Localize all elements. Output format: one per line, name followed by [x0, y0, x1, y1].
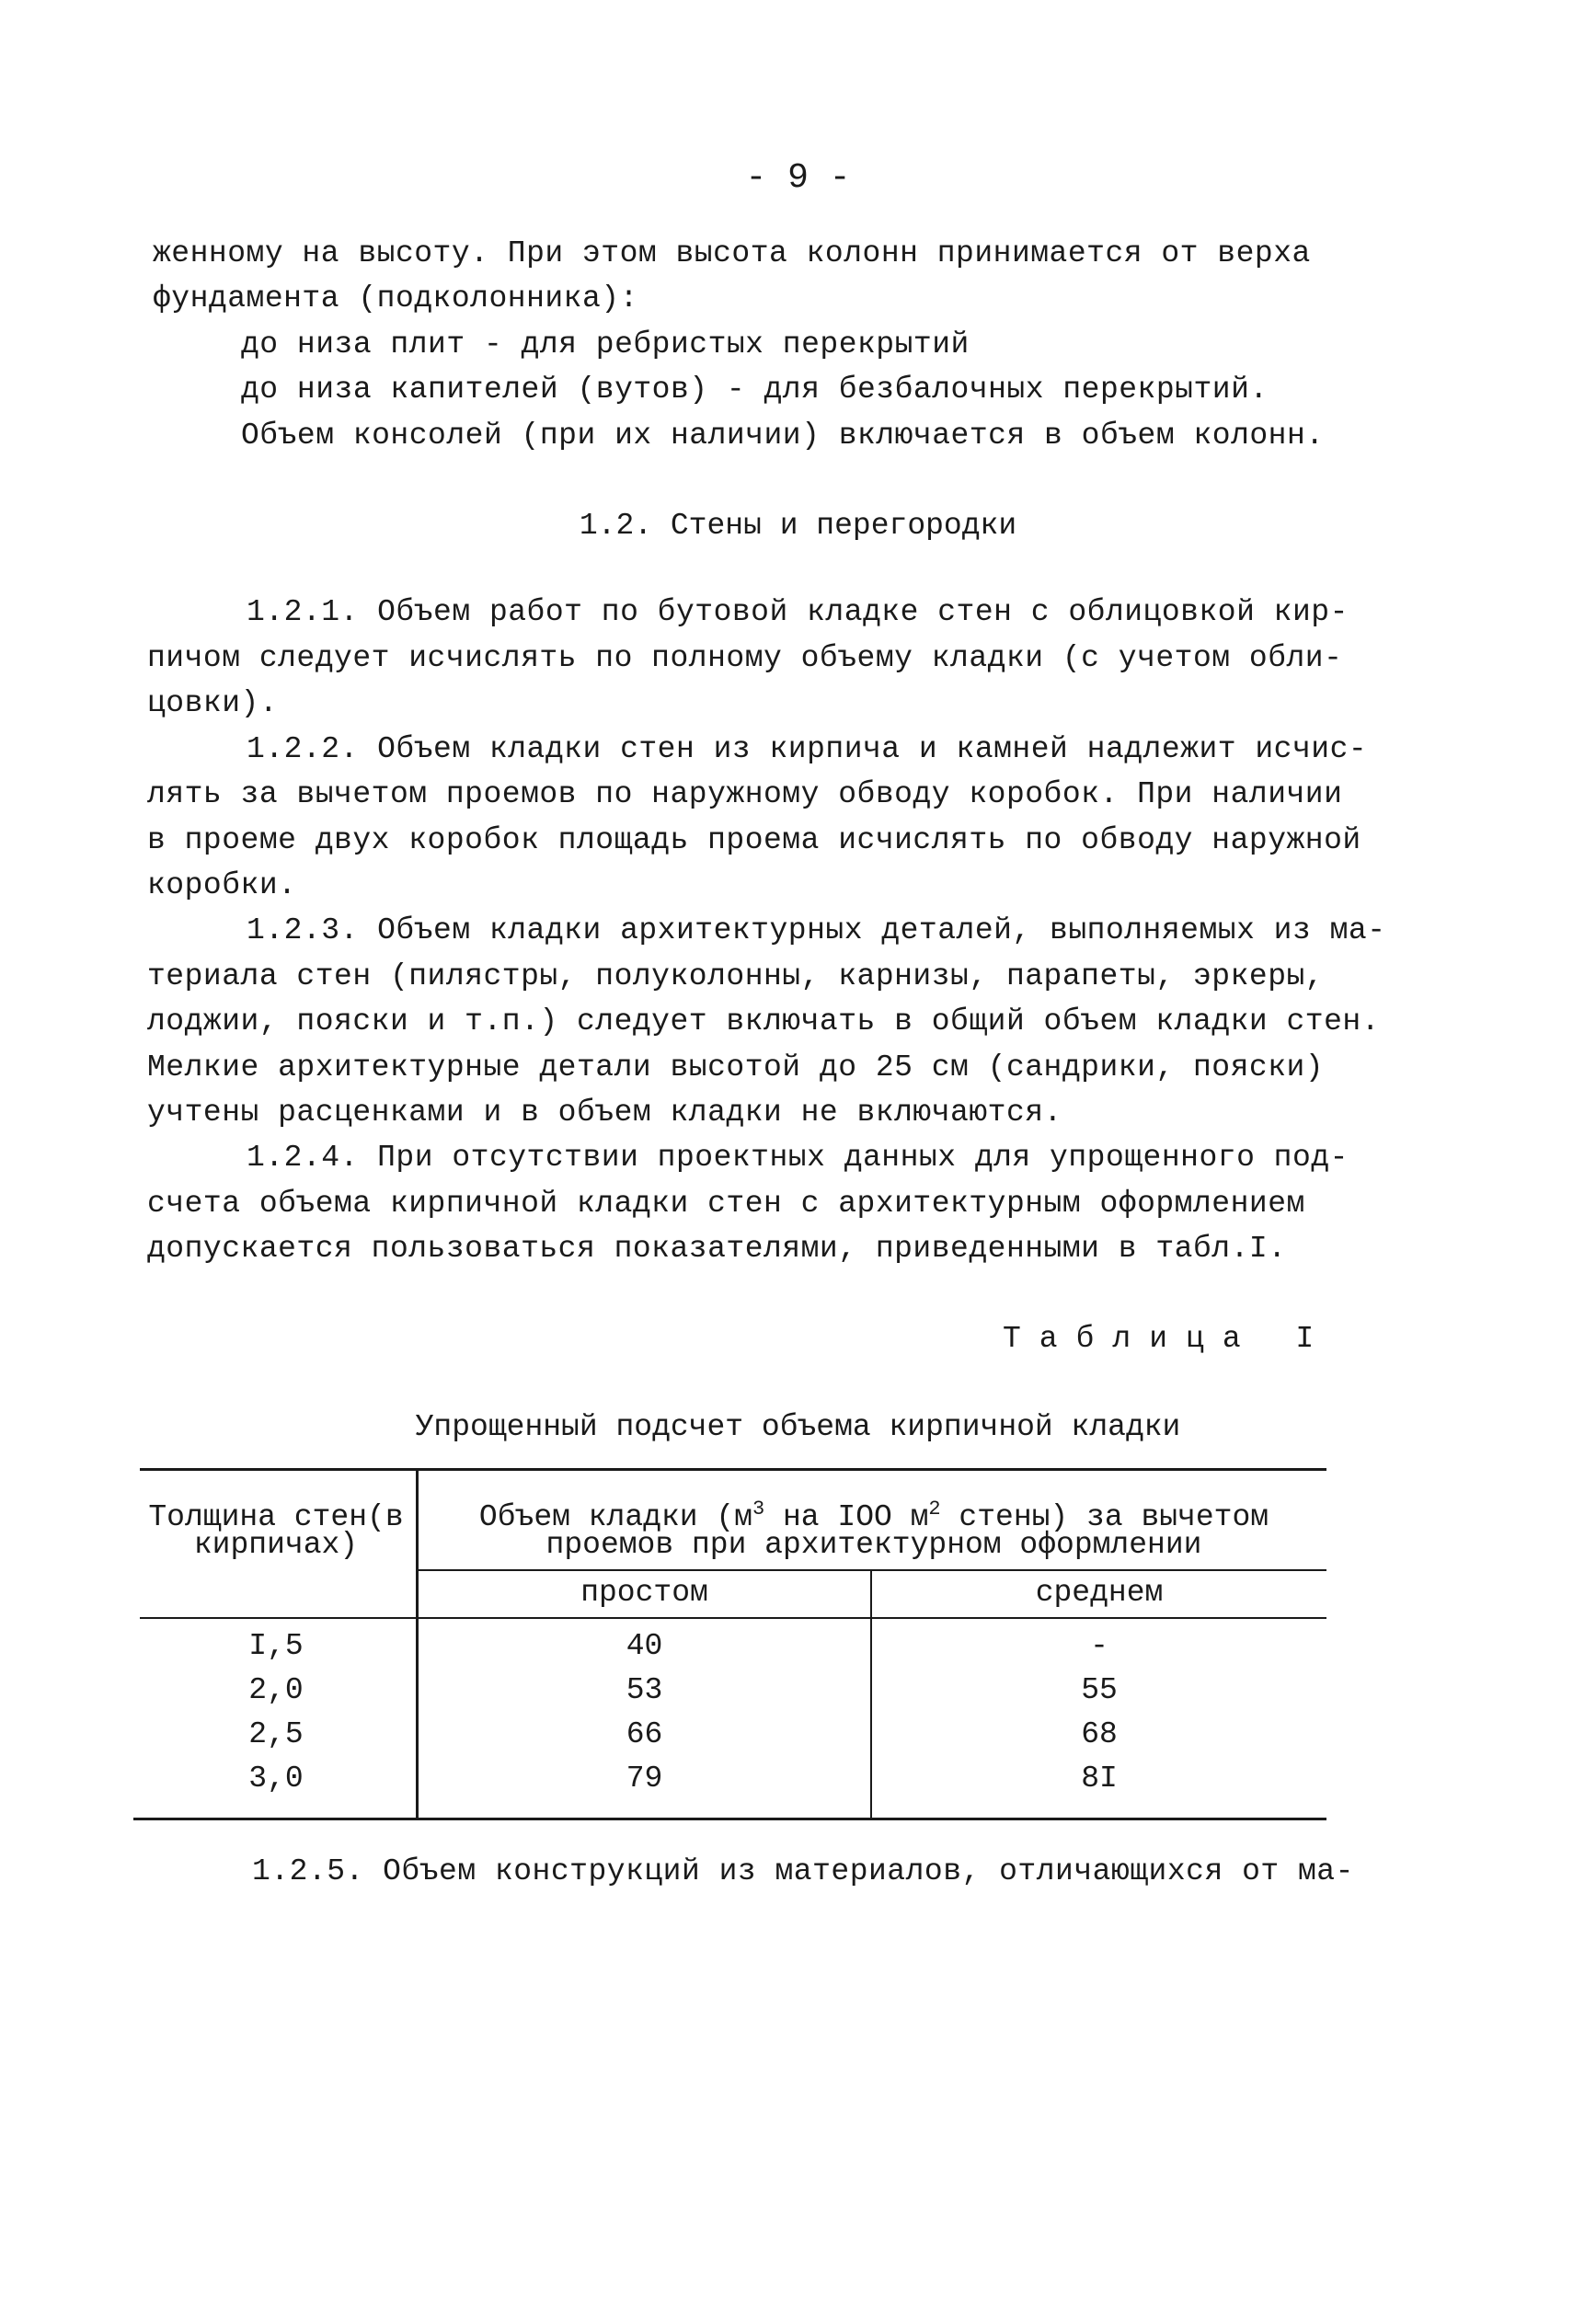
- header-volume-line2: проемов при архитектурном оформлении: [545, 1528, 1202, 1562]
- header-volume-part3: стены) за вычетом: [940, 1500, 1269, 1534]
- intro-line-2: фундамента (подколонника):: [153, 281, 638, 316]
- table-cell-medium: 8I: [1081, 1761, 1118, 1796]
- section-heading: 1.2. Стены и перегородки: [579, 509, 1017, 543]
- subheader-medium: среднем: [1035, 1576, 1164, 1610]
- paragraph-line: пичом следует исчислять по полному объему кладки (с учетом обли-: [147, 641, 1343, 675]
- table-cell-simple: 66: [626, 1717, 663, 1751]
- table-cell-simple: 53: [626, 1673, 663, 1707]
- table-cell-thickness: 3,0: [248, 1761, 304, 1796]
- paragraph-line: лять за вычетом проемов по наружному обводу коробок. При наличии: [147, 777, 1343, 811]
- header-volume-part2: на IOO м: [764, 1500, 929, 1534]
- table-cell-medium: 68: [1081, 1717, 1118, 1751]
- table-cell-simple: 79: [626, 1761, 663, 1796]
- paragraph-line: допускается пользоваться показателями, приведенными в табл.I.: [147, 1232, 1287, 1266]
- paragraph-line: Мелкие архитектурные детали высотой до 25 см (сандрики, пояски): [147, 1050, 1325, 1084]
- table-cell-simple: 40: [626, 1629, 663, 1663]
- table-top-rule: [140, 1468, 1326, 1471]
- paragraph-line: учтены расценками и в объем кладки не включаются.: [147, 1096, 1062, 1130]
- subheader-simple: простом: [580, 1576, 708, 1610]
- intro-line-5: Объем консолей (при их наличии) включается в объем колонн.: [241, 419, 1325, 453]
- table-cell-medium: -: [1090, 1629, 1108, 1663]
- header-volume-sup2: 2: [928, 1498, 941, 1520]
- header-volume-part1: Объем кладки (м: [478, 1500, 752, 1534]
- table-subheader-rule: [419, 1569, 1326, 1571]
- table-cell-thickness: 2,0: [248, 1673, 304, 1707]
- closing-line: 1.2.5. Объем конструкций из материалов, отличающихся от ма-: [252, 1854, 1354, 1888]
- paragraph-line: 1.2.1. Объем работ по бутовой кладке стен с облицовкой кир-: [247, 595, 1349, 629]
- paragraph-line: счета объема кирпичной кладки стен с архитектурным оформлением: [147, 1187, 1305, 1221]
- paragraph-line: 1.2.2. Объем кладки стен из кирпича и камней надлежит исчис-: [247, 732, 1368, 766]
- table-label: Таблица I: [1003, 1322, 1333, 1356]
- table-cell-thickness: I,5: [248, 1629, 304, 1663]
- paragraph-line: териала стен (пилястры, полуколонны, карнизы, парапеты, эркеры,: [147, 959, 1325, 993]
- intro-line-1: женному на высоту. При этом высота колонн принимается от верха: [153, 236, 1311, 270]
- table-bottom-rule: [133, 1818, 1326, 1820]
- table-cell-medium: 55: [1081, 1673, 1118, 1707]
- page-number: - 9 -: [745, 158, 851, 198]
- table-header-bottom-rule: [140, 1617, 1326, 1619]
- paragraph-line: лоджии, пояски и т.п.) следует включать в общий объем кладки стен.: [147, 1004, 1381, 1039]
- table-caption: Упрощенный подсчет объема кирпичной кладки: [415, 1410, 1181, 1444]
- paragraph-line: в проеме двух коробок площадь проема исчислять по обводу наружной: [147, 823, 1361, 857]
- intro-line-3: до низа плит - для ребристых перекрытий: [241, 327, 970, 361]
- header-thickness-line2: кирпичах): [193, 1528, 359, 1562]
- intro-line-4: до низа капителей (вутов) - для безбалочных перекрытий.: [241, 373, 1269, 407]
- header-volume-sup1: 3: [752, 1498, 765, 1520]
- paragraph-line: цовки).: [147, 686, 279, 720]
- paragraph-line: 1.2.4. При отсутствии проектных данных для упрощенного под-: [247, 1141, 1349, 1175]
- paragraph-line: 1.2.3. Объем кладки архитектурных деталей, выполняемых из ма-: [247, 913, 1386, 947]
- paragraph-line: коробки.: [147, 868, 297, 902]
- table-cell-thickness: 2,5: [248, 1717, 304, 1751]
- header-thickness-line1: Толщина стен(в: [148, 1500, 404, 1534]
